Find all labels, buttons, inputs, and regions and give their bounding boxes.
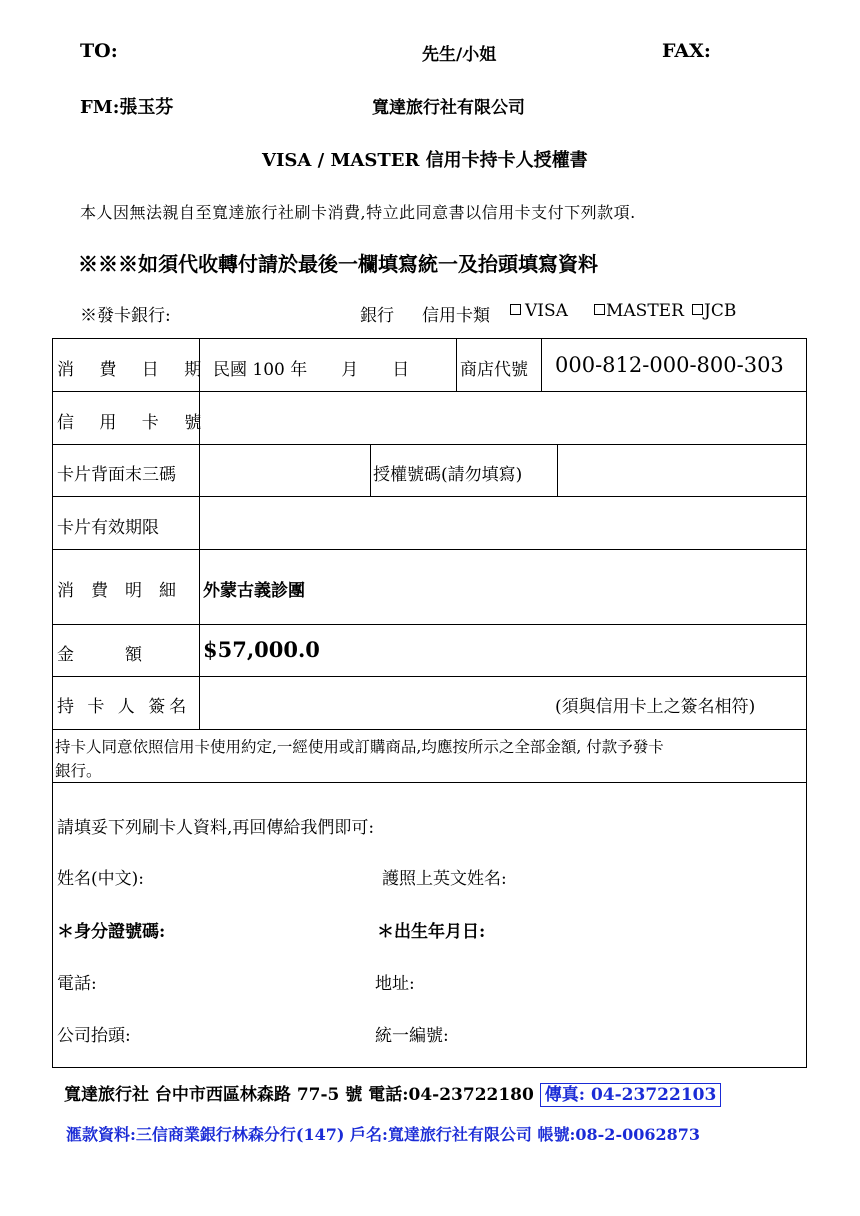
bank-suffix: 銀行: [360, 306, 394, 326]
agency-contact: [64, 1080, 721, 1105]
id-number-label: ＊身分證號碼:: [57, 922, 166, 942]
card-type-label: 信用卡類: [422, 306, 490, 326]
detail-value[interactable]: 外蒙古義診團: [203, 581, 305, 601]
master-checkbox[interactable]: [594, 304, 605, 315]
date-label: 消 費 日 期: [57, 360, 212, 380]
company-title-label: 公司抬頭:: [57, 1026, 131, 1046]
chinese-name-label: 姓名(中文):: [57, 869, 144, 889]
visa-option[interactable]: [510, 301, 568, 321]
fax-label: FAX:: [662, 40, 711, 62]
card-number-field[interactable]: [203, 395, 801, 440]
english-name-label: 護照上英文姓名:: [382, 869, 507, 889]
agency-info: 寬達旅行社 台中市西區林森路 77-5 號 電話:04-23722180: [64, 1085, 534, 1105]
fill-instruction: 請填妥下列刷卡人資料,再回傳給我們即可:: [57, 818, 375, 838]
fax-number: 傳真: 04-23722103: [540, 1083, 722, 1107]
agreement-line-1: 持卡人同意依照信用卡使用約定,一經使用或訂購商品,均應按所示之全部金額, 付款予發卡: [55, 738, 664, 756]
merchant-code-value: 000-812-000-800-303: [555, 353, 784, 377]
master-label: MASTER: [606, 301, 684, 321]
address-label: 地址:: [375, 974, 415, 994]
salutation: 先生/小姐: [422, 45, 497, 65]
jcb-label: JCB: [704, 301, 737, 321]
birth-date-label: ＊出生年月日:: [377, 922, 486, 942]
expiry-label: 卡片有效期限: [57, 518, 159, 538]
to-label: TO:: [80, 40, 118, 62]
tax-id-label: 統一編號:: [375, 1026, 449, 1046]
signature-label: 持 卡 人 簽名: [57, 697, 191, 717]
amount-label: 金 額: [57, 645, 142, 665]
intro-text: 本人因無法親自至寬達旅行社刷卡消費,特立此同意書以信用卡支付下列款項.: [80, 203, 636, 222]
visa-checkbox[interactable]: [510, 304, 521, 315]
signature-note: (須與信用卡上之簽名相符): [555, 697, 756, 717]
authorization-form: [52, 338, 807, 1068]
detail-label: 消 費 明 細: [57, 581, 176, 601]
jcb-option[interactable]: [692, 301, 736, 321]
jcb-checkbox[interactable]: [692, 304, 703, 315]
phone-label: 電話:: [57, 974, 97, 994]
merchant-code-label: 商店代號: [460, 360, 528, 380]
date-field[interactable]: 民國 100 年 月 日: [213, 360, 410, 380]
company-name: 寬達旅行社有限公司: [372, 98, 525, 118]
document-title: VISA / MASTER 信用卡持卡人授權書: [262, 150, 588, 171]
from-label: FM:張玉芬: [80, 97, 174, 118]
issuer-bank-label: ※發卡銀行:: [80, 306, 171, 326]
expiry-field[interactable]: [203, 501, 801, 546]
visa-label: VISA: [525, 301, 568, 321]
agreement-line-2: 銀行。: [55, 762, 102, 780]
remittance-info: 滙款資料:三信商業銀行林森分行(147) 戶名:寬達旅行社有限公司 帳號:08-2-0062873: [66, 1125, 701, 1144]
notice-text: ※※※如須代收轉付請於最後一欄填寫統一及抬頭填寫資料: [78, 252, 598, 276]
amount-value[interactable]: $57,000.0: [203, 637, 320, 662]
card-number-label: 信 用 卡 號: [57, 413, 212, 433]
master-option[interactable]: [594, 301, 684, 321]
cvv-label: 卡片背面末三碼: [57, 465, 176, 485]
cvv-field[interactable]: [203, 448, 365, 493]
auth-code-label: 授權號碼(請勿填寫): [373, 465, 523, 485]
